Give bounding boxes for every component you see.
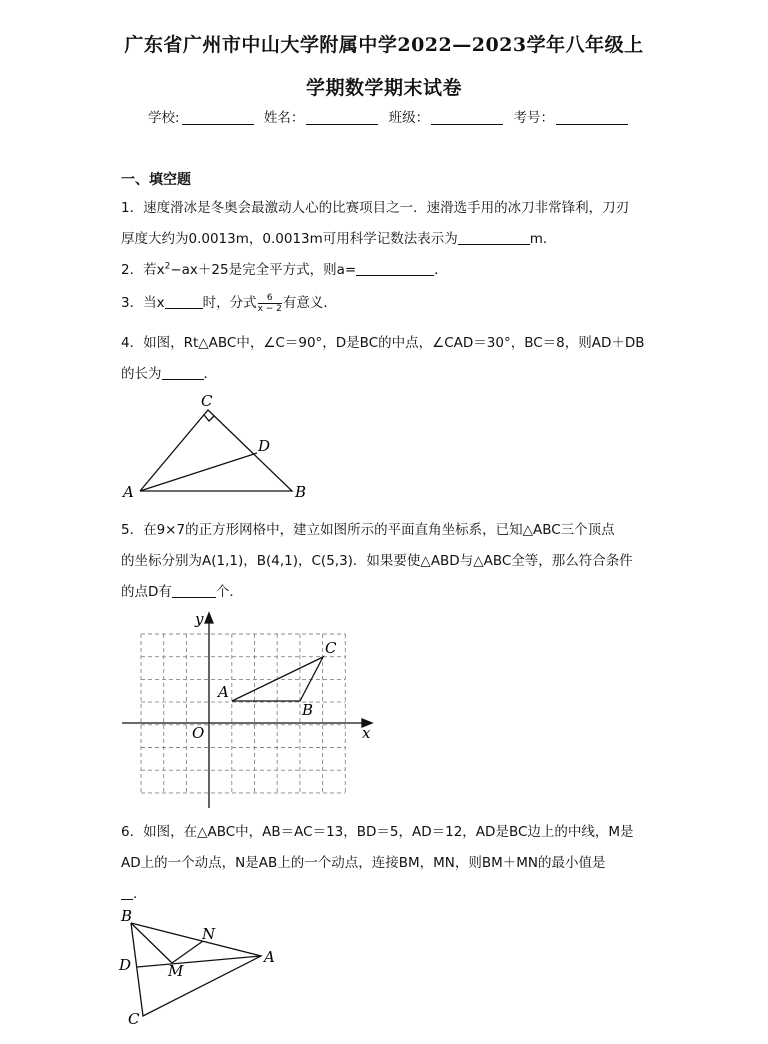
q5-unit: 个． [215, 584, 243, 600]
q3-text-a: 3．当x [121, 295, 165, 311]
q5-label-y: y [195, 610, 204, 628]
exam-title-line2: 学期数学期末试卷 [305, 77, 462, 99]
q3-numerator: 6 [258, 293, 282, 304]
q1-text: 厚度大约为0.0013m，0.0013m可用科学记数法表示为 [121, 231, 458, 247]
q3-text-b: 时，分式 [202, 295, 257, 311]
q5-line1: 5．在9×7的正方形网格中，建立如图所示的平面直角坐标系，已知△ABC三个顶点 [121, 522, 615, 538]
q6-label-b: B [121, 907, 133, 925]
q5-label-c: C [325, 639, 337, 657]
q5-line2: 的坐标分别为A(1,1)，B(4,1)，C(5,3)．如果要使△ABD与△ABC全等，那么符合条件 [121, 553, 633, 569]
q3-denominator: x − 2 [257, 303, 282, 314]
q5-label-o: O [192, 724, 205, 742]
q1-unit: m． [529, 231, 557, 247]
number-label: 考号： [513, 110, 554, 126]
q5-text: 的点D有 [121, 584, 172, 600]
q5-label-b: B [302, 701, 314, 719]
q4-label-a: A [123, 483, 134, 501]
exam-title-line1: 广东省广州市中山大学附属中学2022—2023学年八年级上 [124, 34, 644, 56]
q4-text: 的长为 [121, 366, 162, 382]
name-label: 姓名： [263, 110, 305, 126]
q6-label-a: A [264, 948, 275, 966]
q3-text-c: 有意义． [282, 295, 337, 311]
q2-text-b: −ax＋25是完全平方式，则a= [170, 262, 357, 278]
q4-period: ． [203, 366, 217, 382]
q1-line1: 1．速度滑冰是冬奥会最激动人心的比赛项目之一．速滑选手用的冰刀非常锋利，刀刃 [121, 200, 630, 216]
q2-text-a: 2．若x [121, 262, 165, 278]
q6-label-m: M [168, 962, 184, 980]
q6-label-c: C [128, 1010, 140, 1028]
q5-label-x: x [362, 724, 371, 742]
q2-text-c: ． [434, 262, 448, 278]
q6-period: ． [133, 886, 147, 902]
q4-label-b: B [295, 483, 307, 501]
q2-exponent: 2 [164, 261, 171, 272]
q5-label-a: A [218, 683, 229, 701]
section-title: 一、填空题 [121, 172, 191, 188]
q4-label-c: C [201, 392, 213, 410]
q4-line1: 4．如图，Rt△ABC中，∠C＝90°，D是BC的中点，∠CAD＝30°，BC＝8，则AD＋DB [121, 335, 645, 351]
q6-label-n: N [202, 925, 216, 943]
q4-label-d: D [258, 437, 271, 455]
class-label: 班级： [388, 110, 430, 126]
q6-triangle [131, 923, 261, 1016]
q6-segment-mn [172, 941, 203, 963]
school-label: 学校: [148, 110, 180, 126]
q6-segment-bm [131, 923, 172, 963]
q6-label-d: D [119, 956, 132, 974]
q6-line1: 6．如图，在△ABC中，AB＝AC＝13，BD＝5，AD＝12，AD是BC边上的中线，M是 [121, 824, 634, 840]
q6-line2: AD上的一个动点，N是AB上的一个动点，连接BM，MN，则BM＋MN的最小值是 [121, 855, 606, 871]
